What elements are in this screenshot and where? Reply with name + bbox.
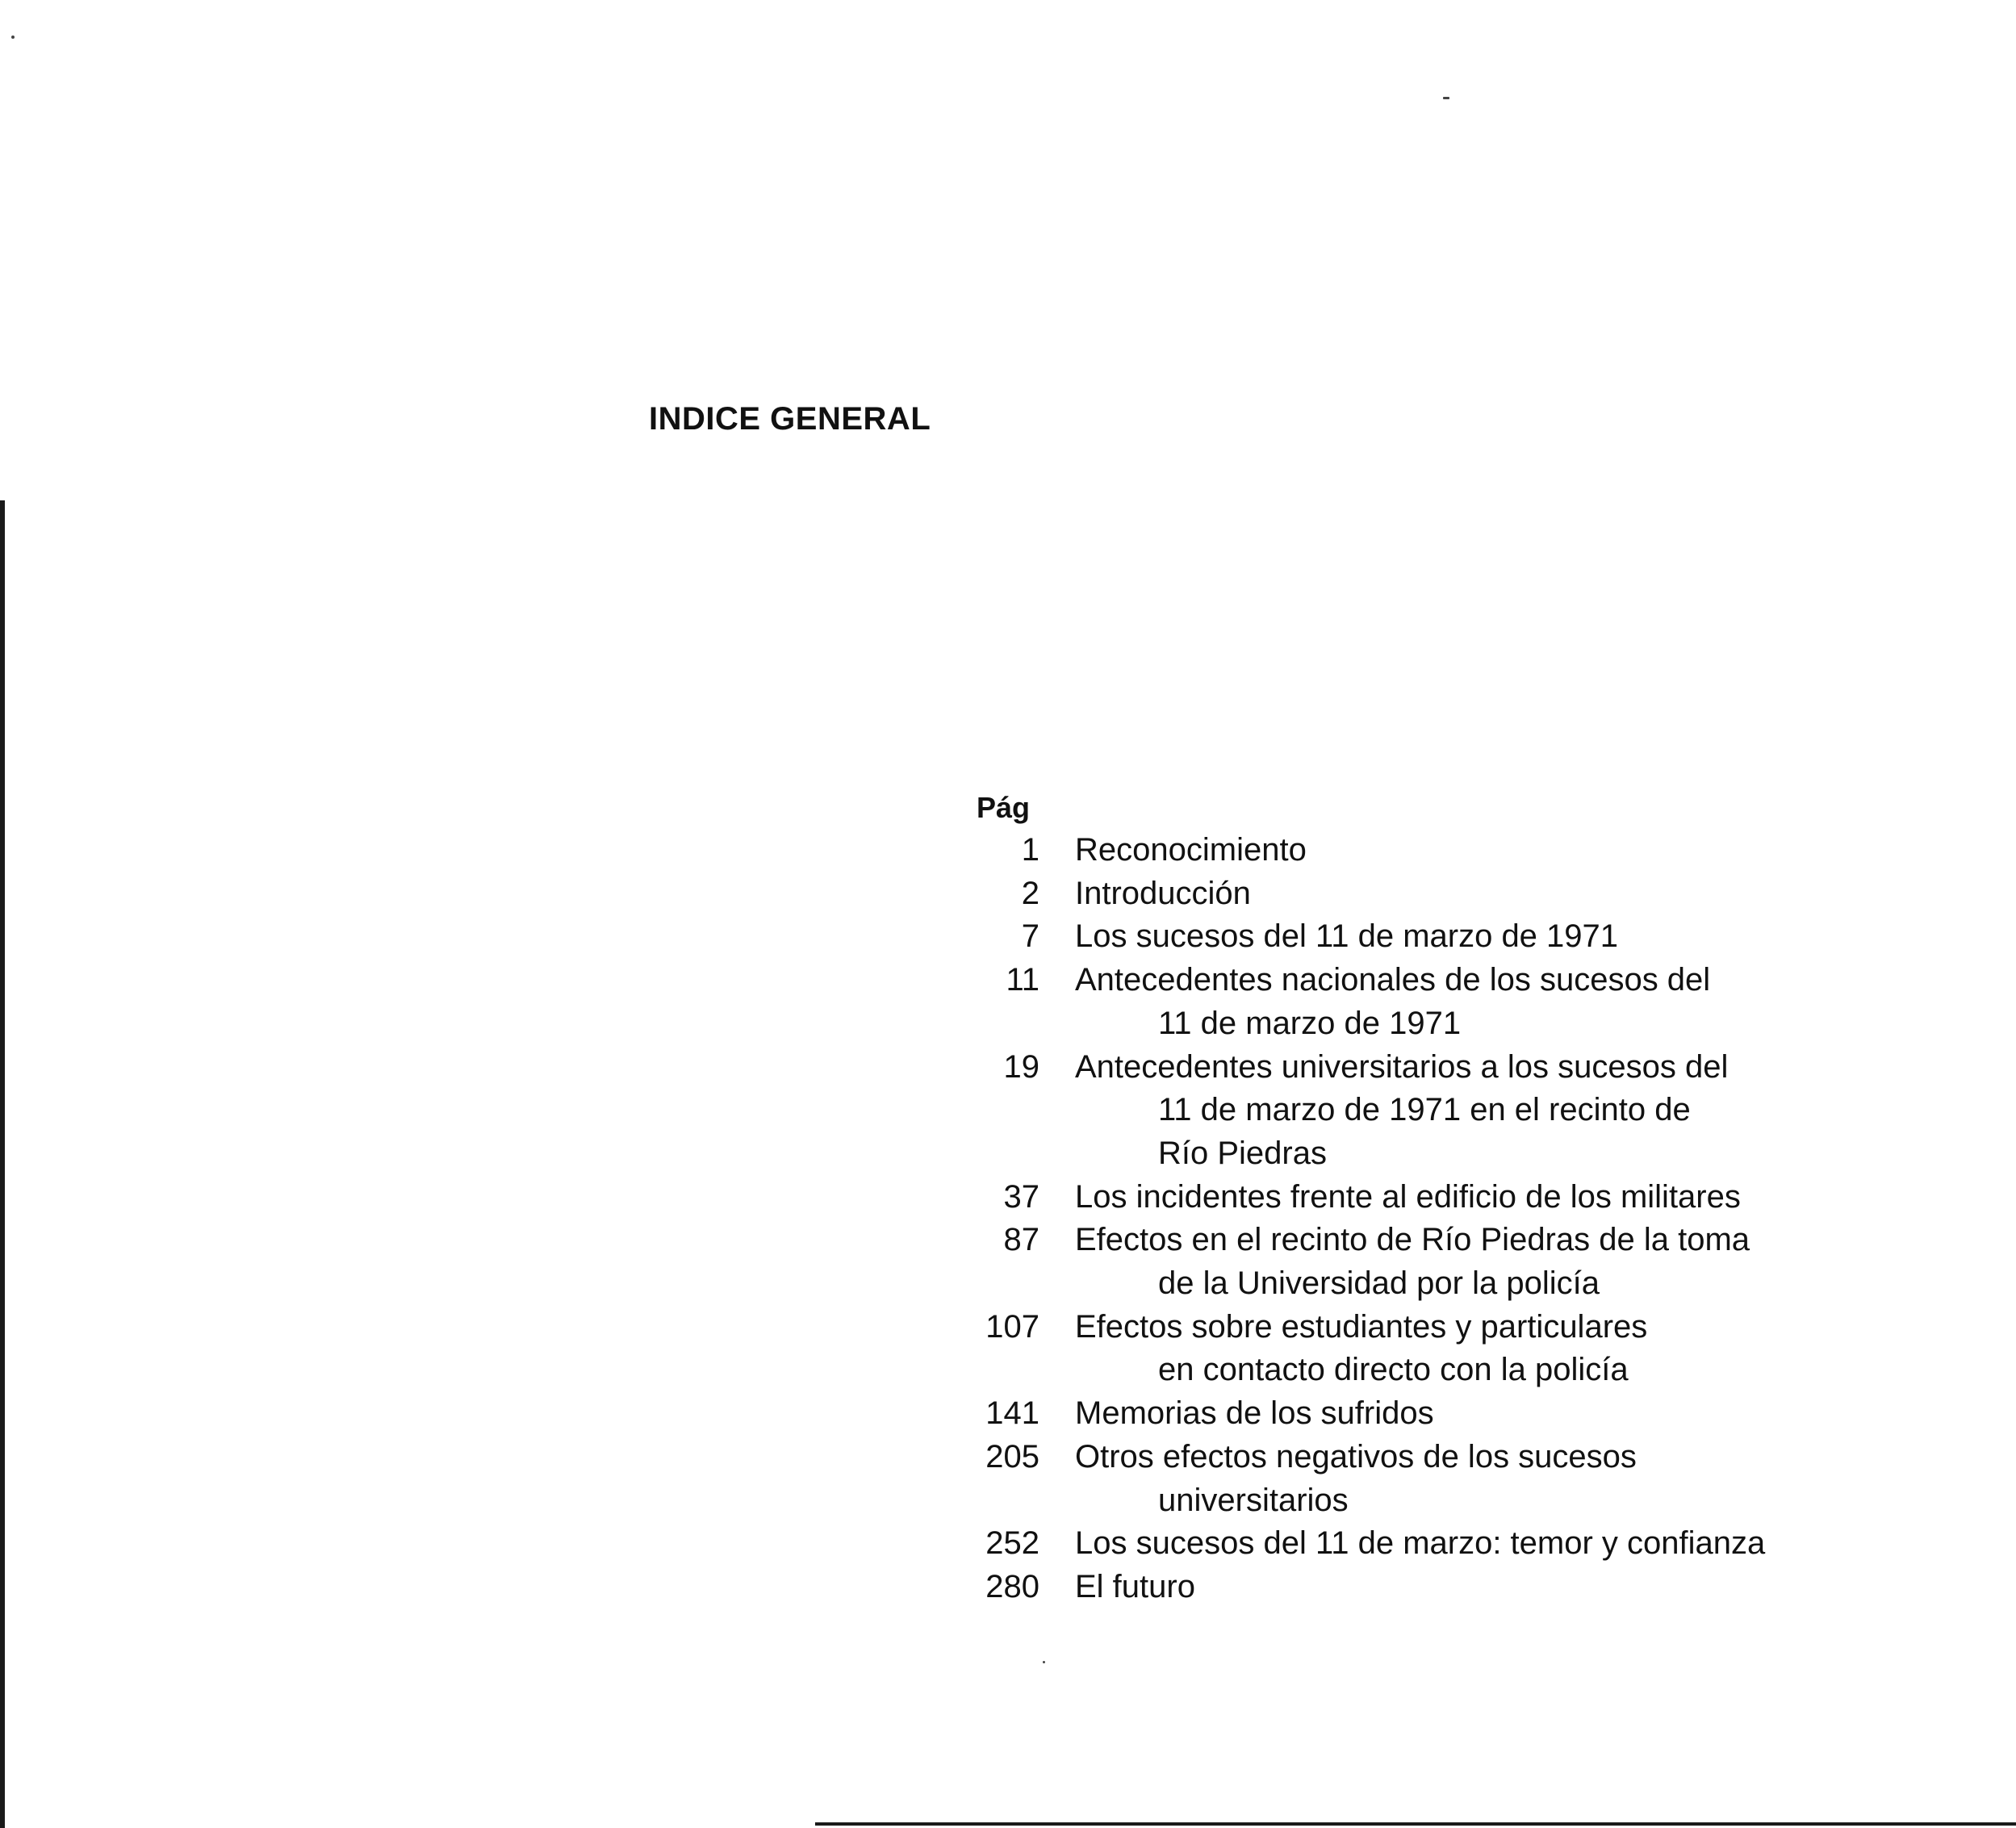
toc-entry-title-line: Efectos sobre estudiantes y particulares xyxy=(1075,1308,1648,1345)
toc-page-number: 141 xyxy=(985,1395,1039,1432)
toc-page-number: 19 xyxy=(1003,1048,1039,1085)
toc-page-number: 7 xyxy=(1021,918,1039,955)
toc-page-number: 252 xyxy=(985,1525,1039,1562)
toc-entry-title-continuation: en contacto directo con la policía xyxy=(1158,1352,1629,1388)
toc-entry-title xyxy=(1075,959,1710,1045)
toc-entry-title-line: Los sucesos del 11 de marzo: temor y confianza xyxy=(1075,1525,1766,1562)
scan-speck xyxy=(1443,97,1449,99)
toc-page-column-heading: Pág xyxy=(977,791,1031,824)
toc-entry xyxy=(920,1436,1765,1522)
toc-entry-title-line: Antecedentes universitarios a los sucesos del xyxy=(1075,1048,1729,1085)
toc-entry-title-line: Reconocimiento xyxy=(1075,832,1307,868)
toc-entry xyxy=(920,915,1765,959)
toc-entry-title xyxy=(1075,915,1618,959)
toc-entry-title xyxy=(1075,1392,1434,1436)
toc-entry xyxy=(920,959,1765,1045)
toc-entry xyxy=(920,1522,1765,1566)
toc-entry xyxy=(920,1176,1765,1219)
toc-entry-title-continuation: de la Universidad por la policía xyxy=(1158,1265,1600,1302)
toc-page-number: 1 xyxy=(1021,832,1039,868)
toc-entry xyxy=(920,1392,1765,1436)
toc-entry-title xyxy=(1075,1306,1647,1392)
toc-entry xyxy=(920,1219,1765,1305)
toc-entry-title xyxy=(1075,1522,1765,1566)
toc-entry xyxy=(920,829,1765,872)
scan-edge-left xyxy=(0,500,5,1828)
toc-entry-title-continuation: universitarios xyxy=(1158,1482,1349,1518)
toc-entry-title-continuation: 11 de marzo de 1971 en el recinto de xyxy=(1158,1092,1691,1128)
toc-entry-title-continuation: Río Piedras xyxy=(1158,1135,1327,1171)
toc-entry xyxy=(920,1306,1765,1392)
toc-page-number: 87 xyxy=(1003,1222,1039,1258)
toc-entry-title-line: Los sucesos del 11 de marzo de 1971 xyxy=(1075,918,1619,955)
toc-entry xyxy=(920,1046,1765,1176)
toc-entry-title xyxy=(1075,829,1307,872)
toc-entry-title-line: Memorias de los sufridos xyxy=(1075,1395,1434,1432)
toc-entry-title xyxy=(1075,1566,1195,1609)
toc-entry-title xyxy=(1075,1046,1728,1176)
toc-page-number: 107 xyxy=(985,1308,1039,1345)
toc-page-number: 205 xyxy=(985,1438,1039,1475)
scan-speck xyxy=(11,36,15,39)
toc-entry-title-line: Otros efectos negativos de los sucesos xyxy=(1075,1438,1637,1475)
toc-page-number: 280 xyxy=(985,1568,1039,1604)
toc-entry-title-line: El futuro xyxy=(1075,1568,1195,1604)
toc-entry-title-line: Efectos en el recinto de Río Piedras de la toma xyxy=(1075,1222,1750,1258)
toc-entry-list xyxy=(920,829,1765,1609)
scan-edge-bottom xyxy=(815,1822,2016,1826)
toc-entry-title xyxy=(1075,1219,1750,1305)
toc-entry-title-line: Antecedentes nacionales de los sucesos del xyxy=(1075,962,1711,998)
toc-entry-title xyxy=(1075,1176,1741,1219)
toc-page-number: 11 xyxy=(1006,962,1039,998)
scan-speck xyxy=(1043,1661,1045,1663)
toc-entry xyxy=(920,1566,1765,1609)
toc-entry-title xyxy=(1075,1436,1637,1522)
toc-entry-title xyxy=(1075,872,1251,916)
toc-entry-title-line: Introducción xyxy=(1075,875,1251,911)
toc-entry xyxy=(920,872,1765,916)
page-title: INDICE GENERAL xyxy=(649,400,931,437)
toc-page-number: 37 xyxy=(1003,1178,1039,1215)
toc-entry-title-line: Los incidentes frente al edificio de los militares xyxy=(1075,1178,1741,1215)
toc-page-number: 2 xyxy=(1021,875,1039,911)
toc-entry-title-continuation: 11 de marzo de 1971 xyxy=(1158,1005,1462,1041)
